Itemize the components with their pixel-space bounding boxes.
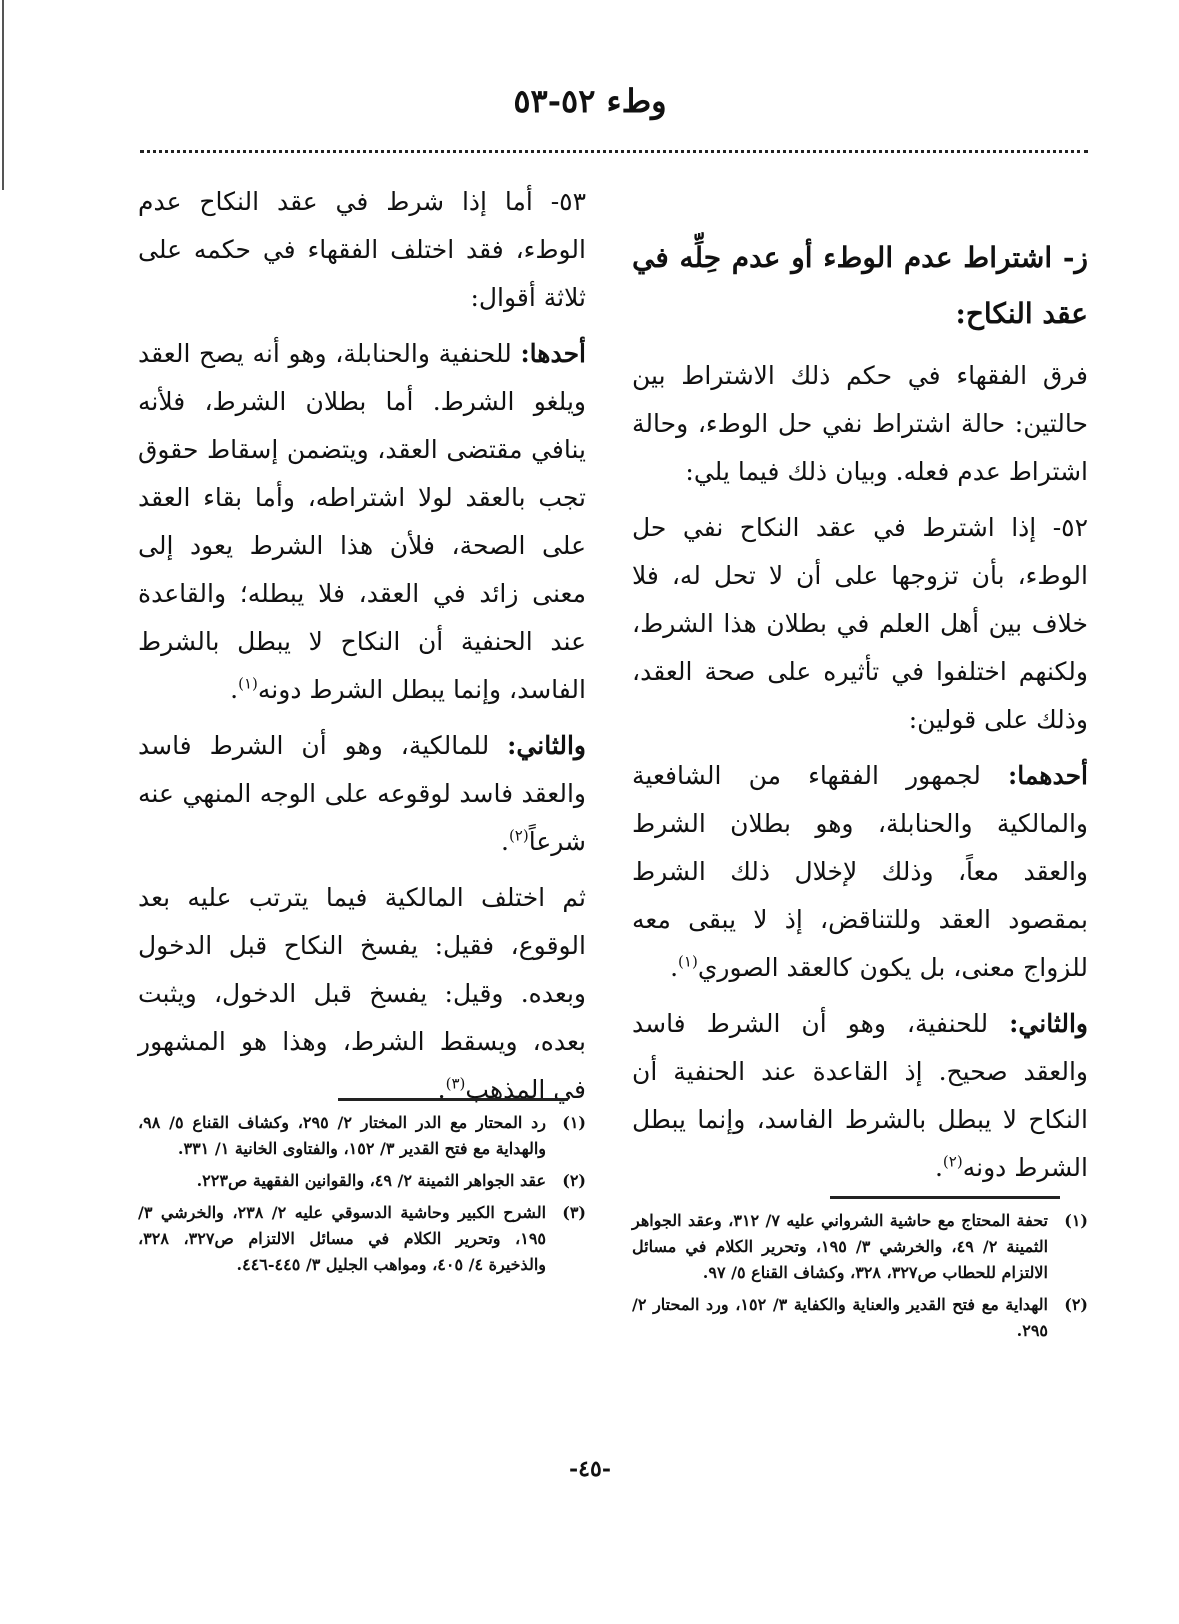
- footnote-ref: (٢): [508, 826, 529, 845]
- first-opinion-paragraph: أحدها: للحنفية والحنابلة، وهو أنه يصح العقد ويلغو الشرط. أما بطلان الشرط، فلأنه ينافي مقتضى العقد، ويتضمن إسقاط حقوق تجب بالعقد لولا اشتراطه، وأما بقاء العقد على الصحة، فلأن هذا الشرط يعود إلى معنى زائد في العقد، فلا يبطله؛ والقاعدة عند الحنفية أن النكاح لا يبطل بالشرط الفاسد، وإنما يبطل الشرط دونه$^{(١)}$.: [138, 339, 586, 704]
- first-opinion-lead: أحدها:: [520, 339, 586, 368]
- first-opinion-lead: أحدهما:: [1007, 761, 1088, 790]
- third-paragraph-text: ثم اختلف المالكية فيما يترتب عليه بعد الوقوع، فقيل: يفسخ النكاح قبل الدخول وبعده. وقيل: يفسخ قبل الدخول، ويثبت بعده، ويسقط الشرط، وهذا هو المشهور في المذهب: [138, 883, 586, 1104]
- footnotes-right: [632, 1208, 1088, 1350]
- footnote: [632, 1292, 1088, 1344]
- second-opinion-paragraph: والثاني: للحنفية، وهو أن الشرط فاسد والعقد صحيح. إذ القاعدة عند الحنفية أن النكاح لا يبطل بالشرط الفاسد، وإنما يبطل الشرط دونه$^{(٢)}$.: [632, 1009, 1088, 1182]
- first-opinion-text: لجمهور الفقهاء من الشافعية والمالكية والحنابلة، وهو بطلان الشرط والعقد معاً، وذلك لإخلال ذلك الشرط بمقصود العقد وللتناقض، إذ لا يبقى معه للزواج معنى، بل يكون كالعقد الصوري: [632, 761, 1088, 982]
- footnote-separator-left: [338, 1098, 568, 1101]
- footnote-number: (١): [1064, 1211, 1088, 1230]
- second-opinion-lead: والثاني:: [1009, 1009, 1088, 1038]
- first-opinion-paragraph: أحدهما: لجمهور الفقهاء من الشافعية والمالكية والحنابلة، وهو بطلان الشرط والعقد معاً، وذلك لإخلال ذلك الشرط بمقصود العقد وللتناقض، إذ لا يبقى معه للزواج معنى، بل يكون كالعقد الصوري$^{(١)}$.: [632, 761, 1088, 982]
- second-opinion-lead: والثاني:: [507, 731, 586, 760]
- footnote-text: عقد الجواهر الثمينة ٢/ ٤٩، والقوانين الفقهية ص٢٢٣.: [196, 1171, 546, 1190]
- footnote-ref: (٢): [942, 1152, 963, 1171]
- third-paragraph: ثم اختلف المالكية فيما يترتب عليه بعد الوقوع، فقيل: يفسخ النكاح قبل الدخول وبعده. وقيل: يفسخ قبل الدخول، ويثبت بعده، ويسقط الشرط، وهذا هو المشهور في المذهب$^{(٣)}$.: [138, 883, 586, 1104]
- footnote-number: (١): [562, 1113, 586, 1132]
- footnote-text: الهداية مع فتح القدير والعناية والكفاية ٣/ ١٥٢، ورد المحتار ٢/ ٢٩٥.: [632, 1295, 1048, 1340]
- second-opinion-text: للمالكية، وهو أن الشرط فاسد والعقد فاسد لوقوعه على الوجه المنهي عنه شرعاً: [138, 731, 586, 856]
- header-dotted-rule: [140, 150, 1088, 153]
- second-opinion-text: للحنفية، وهو أن الشرط فاسد والعقد صحيح. إذ القاعدة عند الحنفية أن النكاح لا يبطل بالشرط الفاسد، وإنما يبطل الشرط دونه: [632, 1009, 1088, 1182]
- left-column: [138, 178, 586, 1122]
- right-column: [632, 230, 1088, 1200]
- intro-paragraph: فرق الفقهاء في حكم ذلك الاشتراط بين حالتين: حالة اشتراط نفي حل الوطء، وحالة اشتراط عدم فعله. وبيان ذلك فيما يلي:: [632, 361, 1088, 486]
- paragraph-53: ٥٣- أما إذا شرط في عقد النكاح عدم الوطء، فقد اختلف الفقهاء في حكمه على ثلاثة أقوال:: [138, 187, 586, 312]
- footnote-number: (٢): [562, 1171, 586, 1190]
- second-opinion-paragraph: والثاني: للمالكية، وهو أن الشرط فاسد والعقد فاسد لوقوعه على الوجه المنهي عنه شرعاً$^{(٢)}$.: [138, 731, 586, 856]
- footnote: [138, 1110, 586, 1162]
- footnote: [138, 1200, 586, 1278]
- footnote-text: رد المحتار مع الدر المختار ٢/ ٢٩٥، وكشاف القناع ٥/ ٩٨، والهداية مع فتح القدير ٣/ ١٥٢، والفتاوى الخانية ١/ ٣٣١.: [138, 1113, 546, 1158]
- footnote-text: الشرح الكبير وحاشية الدسوقي عليه ٢/ ٢٣٨، والخرشي ٣/ ١٩٥، وتحرير الكلام في مسائل الالتزام ص٣٢٧، ٣٢٨، والذخيرة ٤/ ٤٠٥، ومواهب الجليل ٣/ ٤٤٥-٤٤٦.: [138, 1203, 547, 1274]
- footnotes-left: [138, 1110, 586, 1284]
- paragraph-52: ٥٢- إذا اشترط في عقد النكاح نفي حل الوطء، بأن تزوجها على أن لا تحل له، فلا خلاف بين أهل العلم في بطلان هذا الشرط، ولكنهم اختلفوا في تأثيره على صحة العقد، وذلك على قولين:: [632, 513, 1088, 734]
- footnote-number: (٣): [562, 1203, 586, 1222]
- scan-margin-line: [2, 0, 4, 190]
- footnote: [138, 1168, 586, 1194]
- footnote-text: تحفة المحتاج مع حاشية الشرواني عليه ٧/ ٣١٢، وعقد الجواهر الثمينة ٢/ ٤٩، والخرشي ٣/ ١٩٥، وتحرير الكلام في مسائل الالتزام للحطاب ص٣٢٧، ٣٢٨، وكشاف القناع ٥/ ٩٧.: [632, 1211, 1049, 1282]
- running-header: وطء ٥٢-٥٣: [513, 82, 667, 120]
- section-subheading: ز- اشتراط عدم الوطء أو عدم حِلِّه في عقد النكاح:: [632, 241, 1088, 330]
- first-opinion-text: للحنفية والحنابلة، وهو أنه يصح العقد ويلغو الشرط. أما بطلان الشرط، فلأنه ينافي مقتضى العقد، ويتضمن إسقاط حقوق تجب بالعقد لولا اشتراطه، وأما بقاء العقد على الصحة، فلأن هذا الشرط يعود إلى معنى زائد في العقد، فلا يبطله؛ والقاعدة عند الحنفية أن النكاح لا يبطل بالشرط الفاسد، وإنما يبطل الشرط دونه: [138, 339, 586, 704]
- footnote-ref: (٣): [445, 1074, 466, 1093]
- footnote: [632, 1208, 1088, 1286]
- page-number: -٤٥-: [569, 1456, 611, 1482]
- footnote-number: (٢): [1064, 1295, 1088, 1314]
- footnote-separator-right: [830, 1196, 1060, 1199]
- footnote-ref: (١): [678, 952, 698, 971]
- footnote-ref: (١): [238, 674, 258, 693]
